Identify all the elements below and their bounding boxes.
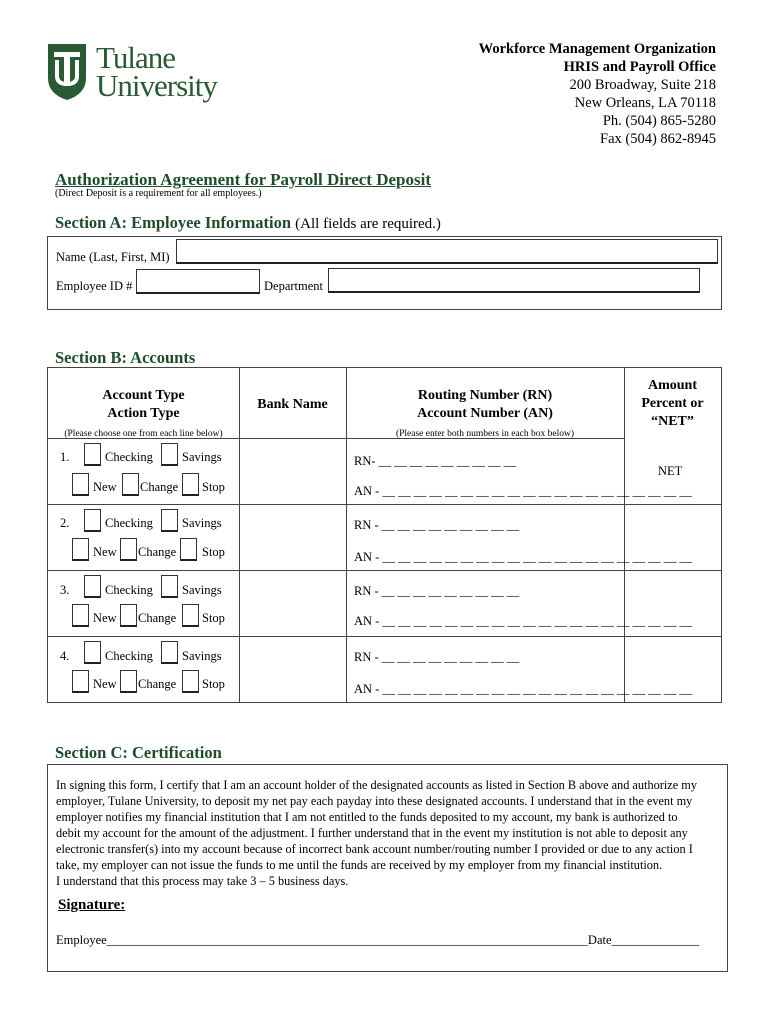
change-label: Change — [138, 611, 177, 625]
org-name: Workforce Management Organization — [478, 41, 716, 57]
account-number-field[interactable]: AN - __ __ __ __ __ __ __ __ __ __ __ __ __ __ __ __ __ __ __ __ — [354, 484, 692, 498]
account-type-label: Account Type — [102, 388, 185, 403]
cert-line: electronic transfer(s) into my account because of incorrect bank account number/routing number I provided or due to any action I — [56, 842, 693, 856]
office-name: HRIS and Payroll Office — [563, 59, 716, 75]
shield-icon — [46, 42, 88, 102]
stop-label: Stop — [202, 480, 225, 494]
address-line-1: 200 Broadway, Suite 218 — [569, 77, 716, 93]
account-number-field[interactable]: AN - __ __ __ __ __ __ __ __ __ __ __ __ __ __ __ __ __ __ __ __ — [354, 550, 692, 564]
savings-label: Savings — [182, 516, 222, 530]
checking-label: Checking — [105, 450, 153, 464]
employee-id-input[interactable] — [136, 269, 260, 294]
change-checkbox[interactable] — [120, 604, 137, 627]
logo-word-university: University — [96, 68, 217, 103]
new-checkbox[interactable] — [72, 538, 89, 561]
new-label: New — [93, 545, 117, 559]
cert-line: I understand that this process may take 3 – 5 business days. — [56, 874, 349, 888]
form-title-note: (Direct Deposit is a requirement for all employees.) — [55, 188, 262, 199]
signature-title: Signature: — [58, 897, 126, 913]
change-checkbox[interactable] — [122, 473, 139, 496]
routing-number-field[interactable]: RN - __ __ __ __ __ __ __ __ __ — [354, 518, 520, 532]
change-checkbox[interactable] — [120, 670, 137, 693]
department-input[interactable] — [328, 268, 700, 293]
section-a-box — [47, 236, 722, 310]
row-number: 2. — [60, 516, 70, 530]
account-type-header — [48, 387, 239, 443]
stop-checkbox[interactable] — [182, 473, 199, 496]
checking-checkbox[interactable] — [84, 509, 101, 532]
routing-number-field[interactable]: RN - __ __ __ __ __ __ __ __ __ — [354, 650, 520, 664]
routing-number-field[interactable]: RN- __ __ __ __ __ __ __ __ __ — [354, 454, 517, 468]
savings-label: Savings — [182, 583, 222, 597]
routing-number-label: Routing Number (RN) — [417, 388, 553, 403]
savings-checkbox[interactable] — [161, 443, 178, 466]
amount-label-3: “NET” — [651, 414, 694, 429]
routing-account-header — [346, 387, 624, 443]
section-c-box — [47, 764, 728, 972]
cert-line: debit my account for the amount of the adjustment. I further understand that in the event my institution is not able to deposit any — [56, 826, 688, 840]
certification-text — [56, 777, 716, 889]
address-line-2: New Orleans, LA 70118 — [574, 95, 716, 111]
row-divider — [48, 570, 721, 571]
amount-header — [624, 377, 721, 431]
employee-signature-line[interactable]: Employee_____________________________________________________________________________Date______________ — [56, 933, 700, 947]
checking-label: Checking — [105, 516, 153, 530]
new-checkbox[interactable] — [72, 604, 89, 627]
stop-label: Stop — [202, 677, 225, 691]
new-label: New — [93, 611, 117, 625]
stop-checkbox[interactable] — [180, 538, 197, 561]
savings-checkbox[interactable] — [161, 575, 178, 598]
stop-label: Stop — [202, 611, 225, 625]
form-title: Authorization Agreement for Payroll Direct Deposit — [55, 170, 431, 189]
change-checkbox[interactable] — [120, 538, 137, 561]
stop-checkbox[interactable] — [182, 604, 199, 627]
account-number-label: Account Number (AN) — [417, 406, 553, 421]
fax-number: Fax (504) 862-8945 — [600, 131, 716, 147]
new-checkbox[interactable] — [72, 473, 89, 496]
new-label: New — [93, 677, 117, 691]
savings-checkbox[interactable] — [161, 509, 178, 532]
checking-label: Checking — [105, 583, 153, 597]
cert-line: In signing this form, I certify that I am an account holder of the designated accounts as listed in Section B above and authorize my — [56, 778, 697, 792]
new-label: New — [93, 480, 117, 494]
section-a-heading — [55, 213, 441, 233]
amount-label-2: Percent or — [641, 396, 704, 411]
accounts-table — [47, 367, 722, 703]
row-number: 1. — [60, 450, 70, 464]
change-label: Change — [138, 545, 177, 559]
department-label: Department — [264, 279, 324, 293]
cert-line: take, my employer can not issue the funds to me until the funds are received by my employer from my financial institution. — [56, 858, 663, 872]
action-type-label: Action Type — [107, 406, 180, 421]
section-c-title: Section C: Certification — [55, 743, 222, 762]
section-a-note: (All fields are required.) — [295, 216, 441, 232]
name-input[interactable] — [176, 239, 718, 264]
routing-number-field[interactable]: RN - __ __ __ __ __ __ __ __ __ — [354, 584, 520, 598]
routing-account-note: (Please enter both numbers in each box below) — [395, 429, 575, 439]
amount-value[interactable]: NET — [658, 464, 683, 478]
checking-checkbox[interactable] — [84, 575, 101, 598]
bank-name-header: Bank Name — [257, 397, 328, 412]
tulane-logo — [46, 40, 226, 104]
change-label: Change — [138, 677, 177, 691]
cert-line: employer notifies my financial institution that I am not entitled to the funds deposited to my account, my bank is authorized to — [56, 810, 678, 824]
checking-label: Checking — [105, 649, 153, 663]
row-number: 3. — [60, 583, 70, 597]
name-label: Name (Last, First, MI) — [56, 250, 170, 264]
stop-checkbox[interactable] — [182, 670, 199, 693]
amount-label-1: Amount — [647, 378, 697, 393]
office-address — [386, 40, 716, 148]
phone-number: Ph. (504) 865-5280 — [602, 113, 716, 129]
checking-checkbox[interactable] — [84, 641, 101, 664]
savings-label: Savings — [182, 649, 222, 663]
savings-checkbox[interactable] — [161, 641, 178, 664]
logo-word-tulane: Tulane — [96, 40, 175, 75]
account-type-note: (Please choose one from each line below) — [64, 429, 223, 439]
savings-label: Savings — [182, 450, 222, 464]
account-number-field[interactable]: AN - __ __ __ __ __ __ __ __ __ __ __ __ __ __ __ __ __ __ __ __ — [354, 614, 692, 628]
employee-id-label: Employee ID # — [56, 279, 133, 293]
section-a-title: Section A: Employee Information — [55, 213, 292, 232]
column-divider — [239, 368, 240, 702]
row-divider — [48, 504, 721, 505]
checking-checkbox[interactable] — [84, 443, 101, 466]
row-number: 4. — [60, 649, 70, 663]
section-b-title: Section B: Accounts — [55, 348, 196, 367]
new-checkbox[interactable] — [72, 670, 89, 693]
cert-line: employer, Tulane University, to deposit my net pay each payday into these designated accounts. I understand that in the event my — [56, 794, 693, 808]
account-number-field[interactable]: AN - __ __ __ __ __ __ __ __ __ __ __ __ __ __ __ __ __ __ __ __ — [354, 682, 692, 696]
row-divider — [48, 636, 721, 637]
change-label: Change — [140, 480, 179, 494]
stop-label: Stop — [202, 545, 225, 559]
